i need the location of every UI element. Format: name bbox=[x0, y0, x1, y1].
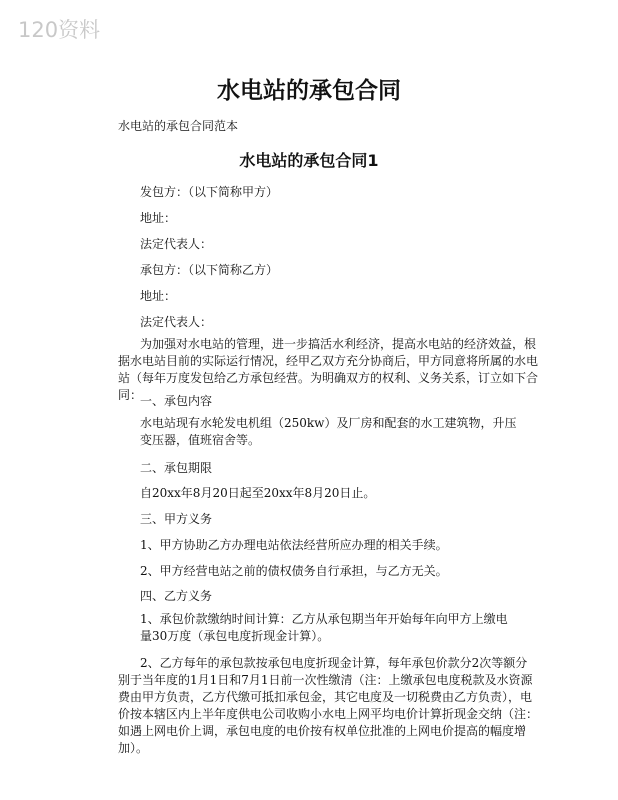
employer-address-line: 地址： bbox=[140, 211, 177, 225]
contractor-line: 承包方：（以下简称乙方） bbox=[140, 263, 279, 277]
section-3-title: 三、甲方义务 bbox=[140, 512, 213, 526]
section-2-body: 自20xx年8月20日起至20xx年8月20日止。 bbox=[140, 486, 376, 500]
contractor-representative-line: 法定代表人： bbox=[140, 315, 213, 329]
document-subtitle: 水电站的承包合同范本 bbox=[118, 119, 239, 133]
intro-paragraph: 为加强对水电站的管理，进一步搞活水利经济，提高水电站的经济效益，根据水电站目前的实际运行情况，经甲乙双方充分协商后，甲方同意将所属的水电站（每年万度发包给乙方承包经营。为明确双方的权利、义务关系，订立如下合同： bbox=[118, 337, 539, 402]
contractor-address-line: 地址： bbox=[140, 289, 177, 303]
watermark-text: 120资料 bbox=[18, 18, 101, 42]
employer-line: 发包方：（以下简称甲方） bbox=[140, 185, 279, 199]
section-1-body: 水电站现有水轮发电机组（250kw）及厂房和配套的水工建筑物，升压变压器，值班宿舍等。 bbox=[140, 416, 517, 447]
section-4-item-1: 1、承包价款缴纳时间计算：乙方从承包期当年开始每年向甲方上缴电量30万度（承包电度折现金计算）。 bbox=[140, 612, 508, 643]
section-1-title: 一、承包内容 bbox=[140, 394, 213, 408]
contract-heading: 水电站的承包合同1 bbox=[239, 151, 379, 170]
section-2-title: 二、承包期限 bbox=[140, 461, 213, 475]
section-3-item-2: 2、甲方经营电站之前的债权债务自行承担，与乙方无关。 bbox=[140, 564, 448, 578]
section-4-title: 四、乙方义务 bbox=[140, 589, 213, 603]
document-title: 水电站的承包合同 bbox=[217, 78, 401, 104]
section-4-item-2: 2、乙方每年的承包款按承包电度折现金计算，每年承包价款分2次等额分别于当年度的1月1日和7月1日前一次性缴清（注：上缴承包电度税款及水资源费由甲方负责，乙方代缴可抵扣承包金，其它电度及一切税费由乙方负责），电价按本辖区内上半年度供电公司收购小水电上网平均电价计算折现金交纳（注：如遇上网电价上调，承包电度的电价按有权单位批准的上网电价提高的幅度增加）。 bbox=[118, 656, 539, 755]
employer-representative-line: 法定代表人： bbox=[140, 237, 213, 251]
section-3-item-1: 1、甲方协助乙方办理电站依法经营所应办理的相关手续。 bbox=[140, 538, 448, 552]
